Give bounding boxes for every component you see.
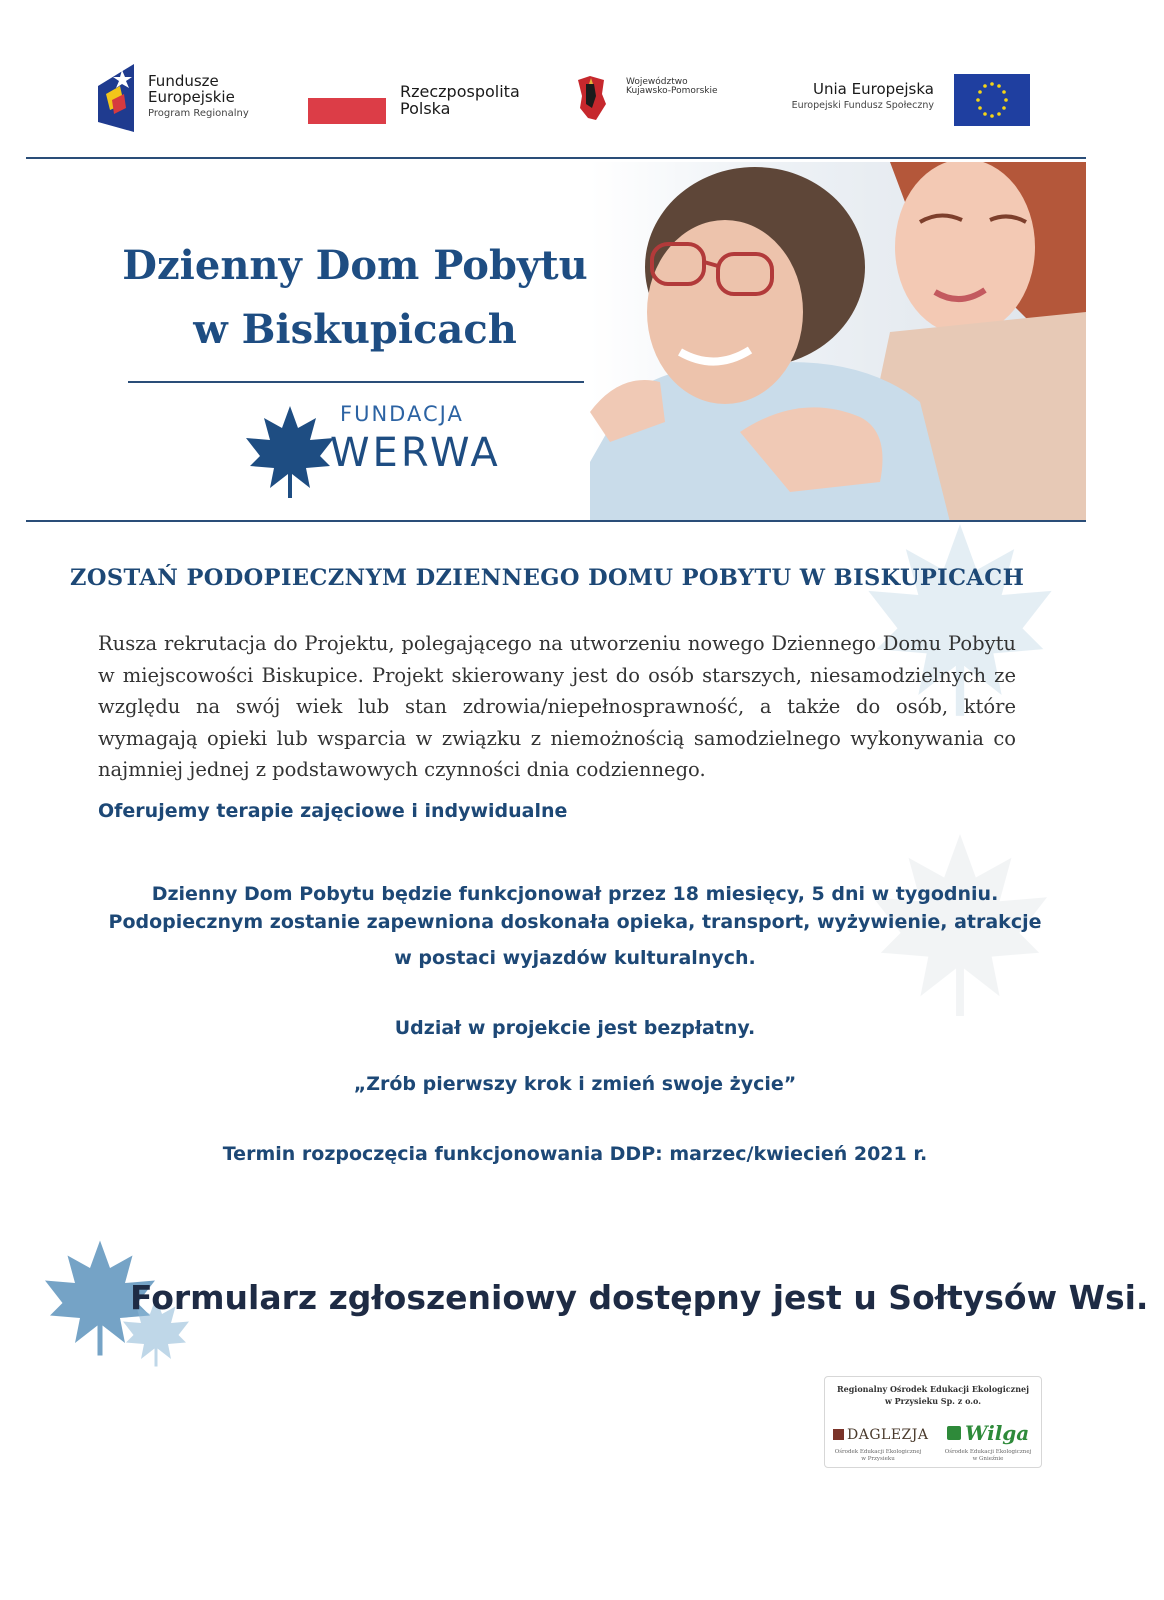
ue-line2: Europejski Fundusz Społeczny <box>791 99 934 111</box>
partner-line1: Regionalny Ośrodek Edukacji Ekologicznej <box>836 1384 1030 1394</box>
fundusze-europejskie-logo <box>98 62 298 132</box>
wilga-caption: Ośrodek Edukacji Ekologicznej w Gnieźnie <box>944 1449 1032 1462</box>
fe-line1: Fundusze <box>148 72 219 90</box>
wojewodztwo-logo <box>574 62 754 132</box>
partner-line2: w Przysieku Sp. z o.o. <box>884 1396 982 1406</box>
maple-leaf-icon <box>244 404 336 500</box>
banner-title-line1: Dzienny Dom Pobytu <box>122 242 588 289</box>
motto: „Zrób pierwszy krok i zmień swoje życie” <box>353 1073 797 1095</box>
daglezja-logo <box>833 1427 929 1443</box>
details-line2: Podopiecznym zostanie zapewniona doskonała opieka, transport, wyżywienie, atrakcje <box>108 911 1042 933</box>
free-participation: Udział w projekcie jest bezpłatny. <box>394 1017 756 1039</box>
rp-line1: Rzeczpospolita <box>400 82 520 101</box>
start-date: Termin rozpoczęcia funkcjonowania DDP: marzec/kwiecień 2021 r. <box>222 1143 928 1165</box>
wilga-mark-icon <box>947 1426 961 1440</box>
foundation-name: WERWA <box>330 430 501 476</box>
banner-title-rule <box>128 381 584 383</box>
kp-line1: Województwo <box>626 77 688 87</box>
senior-and-caregiver-illustration <box>590 162 1086 522</box>
kujawsko-pomorskie-coat-of-arms-icon <box>574 74 608 122</box>
wilga-logo <box>947 1421 1029 1445</box>
kp-line2: Kujawsko-Pomorskie <box>626 86 718 97</box>
wilga-label: Wilga <box>965 1421 1030 1445</box>
banner-top-rule <box>26 157 1086 159</box>
intro-paragraph: Rusza rekrutacja do Projektu, polegającego na utworzeniu nowego Dziennego Domu Pobytu w miejscowości Biskupice. Projekt skierowany jest do osób starszych, niesamodzielnych ze względu na swój wiek lub stan zdrowia/niepełnosprawność, a także do osób, które wymagają opieki lub wsparcia w związku z niemożnością samodzielnego wykonywania co najmniej jednej z podstawowych czynności dnia codziennego. <box>98 632 1016 781</box>
details-line3: w postaci wyjazdów kulturalnych. <box>394 947 756 969</box>
eu-flag-icon <box>954 74 1030 126</box>
banner-photo <box>590 162 1086 522</box>
daglezja-mark-icon <box>833 1429 844 1440</box>
unia-europejska-logo <box>770 62 1030 132</box>
partner-badge <box>824 1376 1042 1468</box>
foundation-label: FUNDACJA <box>340 402 464 426</box>
rzeczpospolita-polska-logo <box>308 62 538 132</box>
rp-line2: Polska <box>400 98 451 118</box>
daglezja-label: DAGLEZJA <box>847 1427 929 1443</box>
form-availability: Formularz zgłoszeniowy dostępny jest u Sołtysów Wsi. <box>130 1278 1149 1317</box>
headline: ZOSTAŃ PODOPIECZNYM DZIENNEGO DOMU POBYTU W BISKUPICACH <box>70 565 1025 591</box>
banner-title-line2: w Biskupicach <box>193 306 517 353</box>
details-line1: Dzienny Dom Pobytu będzie funkcjonował przez 18 miesięcy, 5 dni w tygodniu. <box>151 883 999 905</box>
fe-line2: Europejskie <box>148 87 235 106</box>
offer-text: Oferujemy terapie zajęciowe i indywidualne <box>98 800 568 822</box>
ue-line1: Unia Europejska <box>813 80 934 98</box>
polish-flag-icon <box>308 72 386 124</box>
fe-line3: Program Regionalny <box>148 107 249 119</box>
fundusze-europejskie-emblem-icon <box>98 64 134 132</box>
daglezja-caption: Ośrodek Edukacji Ekologicznej w Przysieku <box>834 1449 922 1462</box>
